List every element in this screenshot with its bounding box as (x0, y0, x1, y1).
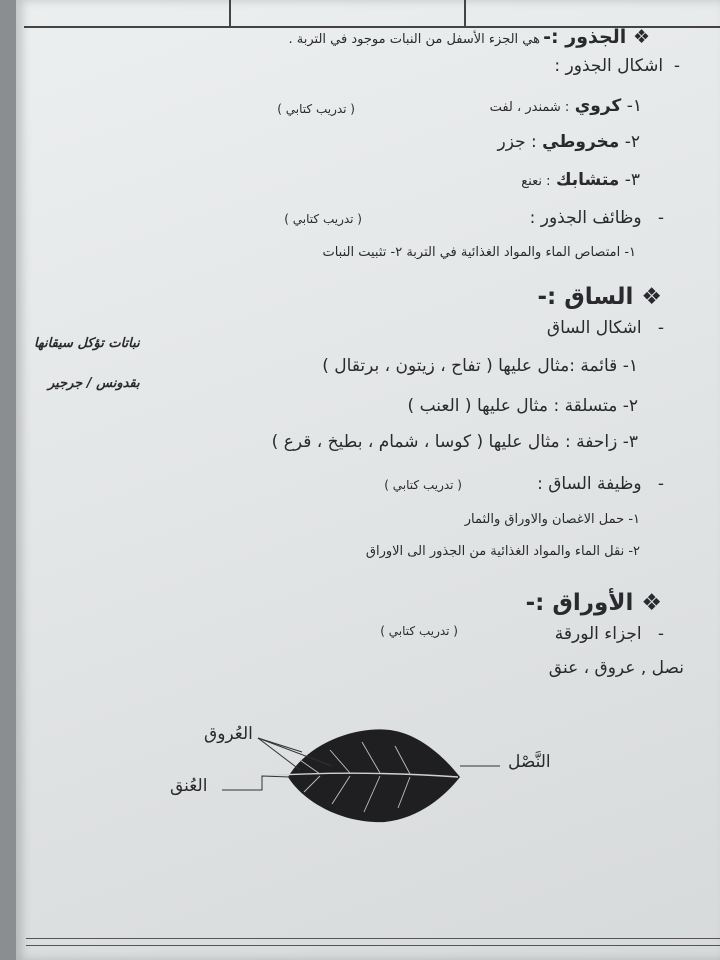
leaves-parts-line: نصل , عروق ، عنق (548, 658, 684, 678)
bottom-rule (26, 938, 720, 939)
roots-shape-1: ١- كروي : شمندر ، لفت (489, 96, 642, 116)
roots-shape-1-note: ( تدريب كتابي ) (277, 102, 355, 116)
stem-function-title: - وظيفة الساق : (537, 474, 664, 494)
roots-definition: هي الجزء الأسفل من النبات موجود في التربة . (288, 32, 540, 47)
top-table-border (24, 0, 720, 28)
roots-shapes-title: - اشكال الجذور : (554, 56, 680, 76)
stem-function-note: ( تدريب كتابي ) (384, 478, 462, 492)
leaf-label-veins: العُروق (204, 724, 253, 744)
stem-heading: ❖ الساق :- (537, 284, 662, 310)
stem-function-2: ٢- نقل الماء والمواد الغذائية من الجذور الى الاوراق (365, 544, 640, 559)
bullet-icon: ❖ (641, 590, 662, 616)
stem-side-note-1: نباتات تؤكل سيقانها (34, 336, 140, 351)
roots-shape-3: ٣- متشابك : نعنع (521, 170, 640, 190)
roots-shape-2: ٢- مخروطي : جزر (497, 132, 640, 152)
roots-functions-note: ( تدريب كتابي ) (284, 212, 362, 226)
stem-shapes-title: - اشكال الساق (546, 318, 664, 338)
leaves-parts-note: ( تدريب كتابي ) (380, 624, 458, 638)
stem-side-note-2: بقدونس / جرجير (48, 376, 140, 391)
roots-functions-title: - وظائف الجذور : (529, 208, 664, 228)
leaf-diagram (0, 700, 720, 840)
stem-shape-3: ٣- زاحفة : مثال عليها ( كوسا ، شمام ، بطيخ ، قرع ) (271, 432, 638, 452)
stem-shape-1: ١- قائمة :مثال عليها ( تفاح ، زيتون ، برتقال ) (322, 356, 638, 376)
leaf-label-blade: النَّصْل (508, 752, 551, 772)
leaves-parts-title: - اجزاء الورقة (554, 624, 664, 644)
leaf-label-petiole: العُنق (170, 776, 208, 796)
bottom-rule (26, 945, 720, 946)
leaves-heading: ❖ الأوراق :- (525, 590, 662, 616)
bullet-icon: ❖ (632, 26, 650, 48)
stem-shape-2: ٢- متسلقة : مثال عليها ( العنب ) (407, 396, 638, 416)
roots-heading: ❖ الجذور :- (543, 26, 650, 48)
stem-function-1: ١- حمل الاغصان والاوراق والثمار (464, 512, 640, 527)
bullet-icon: ❖ (641, 284, 662, 310)
roots-functions-line: ١- امتصاص الماء والمواد الغذائية في التربة ٢- تثبيت النبات (322, 245, 636, 260)
